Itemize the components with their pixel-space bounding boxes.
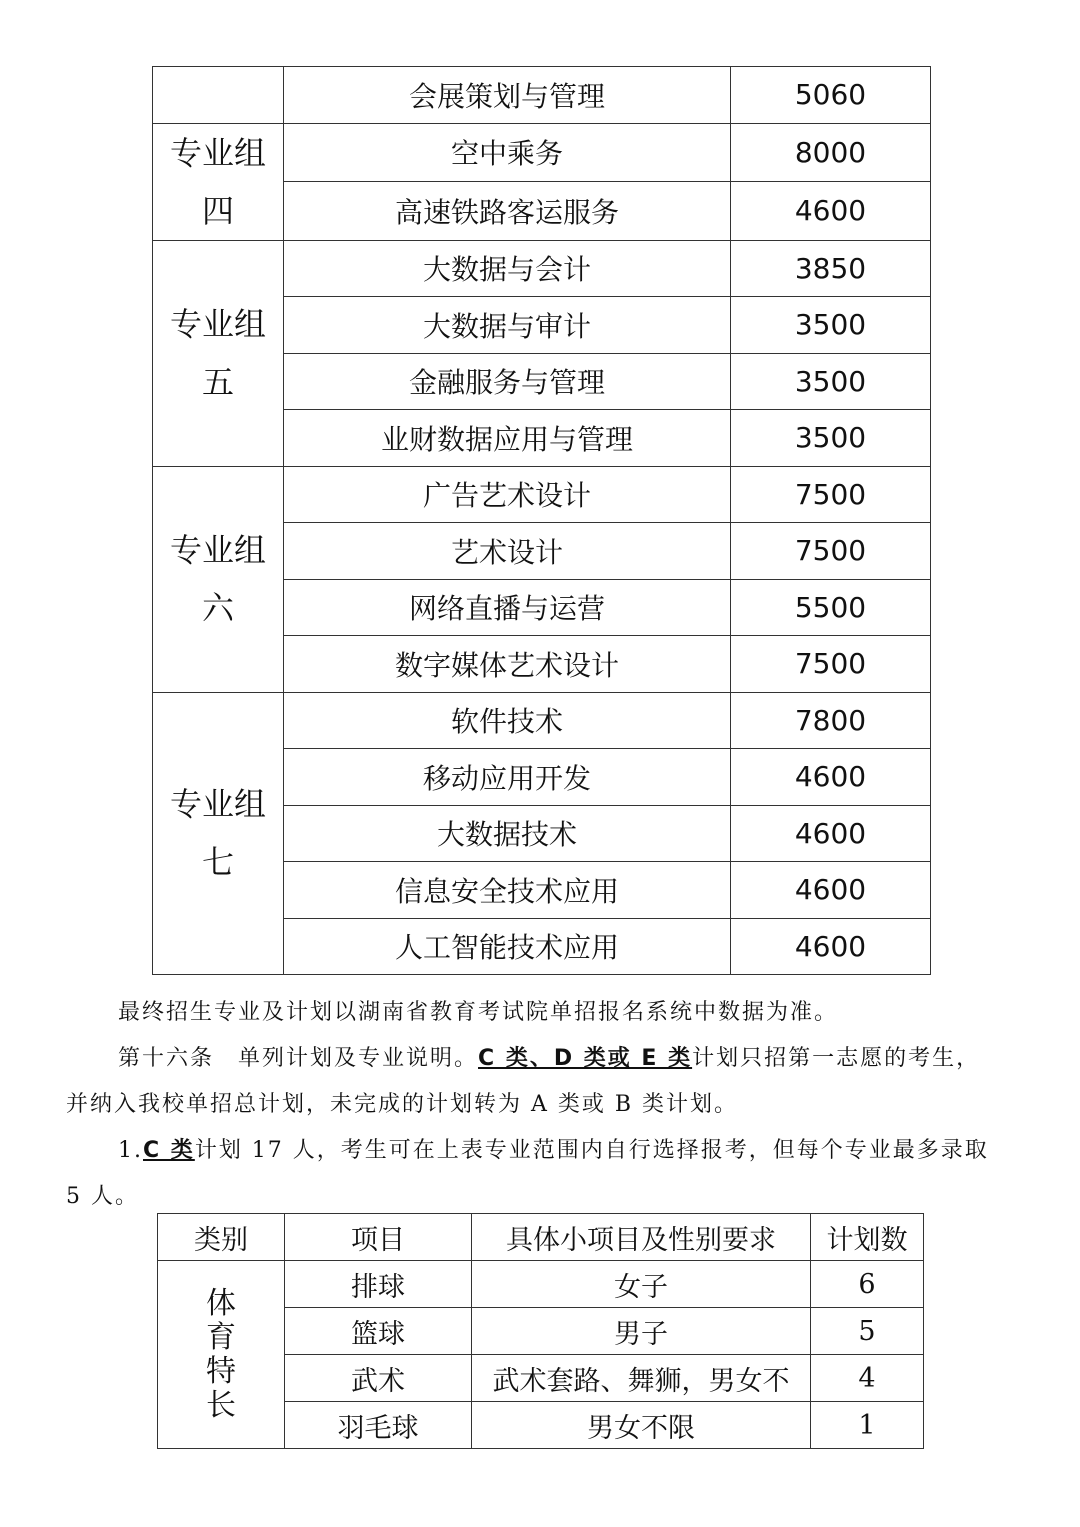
article-16-paragraph	[118, 1036, 1068, 1082]
tuition-fee: 4600	[731, 862, 931, 919]
group-number: 七	[201, 843, 234, 882]
sports-plan-table	[157, 1213, 924, 1449]
plan-type-c: C 类	[143, 1138, 195, 1163]
column-header: 计划数	[811, 1214, 924, 1261]
tuition-fee: 3500	[731, 410, 931, 467]
major-name: 大数据与审计	[284, 297, 731, 354]
major-name: 金融服务与管理	[284, 353, 731, 410]
list-number: 1.	[118, 1138, 143, 1163]
sport-item: 篮球	[285, 1308, 472, 1355]
major-name: 软件技术	[284, 692, 731, 749]
plan-count: 1	[811, 1402, 924, 1449]
c-plan-text: 计划 17 人，考生可在上表专业范围内自行选择报考，但每个专业最多录取	[194, 1138, 989, 1163]
major-name: 高速铁路客运服务	[284, 182, 731, 241]
tuition-fee: 7500	[731, 636, 931, 693]
category-char: 育	[206, 1319, 236, 1355]
plan-count: 6	[811, 1261, 924, 1308]
major-name: 数字媒体艺术设计	[284, 636, 731, 693]
group-number: 五	[201, 363, 234, 401]
plan-count: 5	[811, 1308, 924, 1355]
major-name: 空中乘务	[284, 123, 731, 182]
article-16-heading: 第十六条 单列计划及专业说明。	[118, 1046, 479, 1071]
group-cell	[153, 692, 284, 975]
category-char: 长	[206, 1387, 236, 1423]
tuition-fee: 7500	[731, 466, 931, 523]
tuition-fee: 4600	[731, 805, 931, 862]
table-row	[153, 466, 931, 523]
c-plan-paragraph	[118, 1128, 1068, 1174]
column-header: 具体小项目及性别要求	[472, 1214, 811, 1261]
major-name: 艺术设计	[284, 523, 731, 580]
note-paragraph: 最终招生专业及计划以湖南省教育考试院单招报名系统中数据为准。	[118, 1000, 839, 1025]
sport-item: 武术	[285, 1355, 472, 1402]
major-name: 业财数据应用与管理	[284, 410, 731, 467]
major-name: 网络直播与运营	[284, 579, 731, 636]
column-header: 类别	[158, 1214, 285, 1261]
major-name: 人工智能技术应用	[284, 918, 731, 975]
group-cell	[153, 466, 284, 692]
majors-table	[152, 66, 931, 975]
group-label: 专业组	[169, 133, 266, 172]
tuition-fee: 7500	[731, 523, 931, 580]
table-row	[153, 692, 931, 749]
category-char: 特	[206, 1353, 236, 1389]
sport-requirement: 女子	[472, 1261, 811, 1308]
tuition-fee: 4600	[731, 182, 931, 241]
tuition-fee: 7800	[731, 692, 931, 749]
tuition-fee: 4600	[731, 918, 931, 975]
table-header-row	[158, 1214, 924, 1261]
plan-types-cde: C 类、D 类或 E 类	[478, 1046, 693, 1071]
category-char: 体	[206, 1285, 236, 1321]
group-number: 四	[201, 191, 234, 230]
group-cell	[153, 123, 284, 240]
tuition-fee: 4600	[731, 749, 931, 806]
article-16-text: 计划只招第一志愿的考生，	[692, 1046, 981, 1071]
sport-requirement: 武术套路、舞狮，男女不	[472, 1355, 811, 1402]
category-cell	[158, 1261, 285, 1449]
tuition-fee: 8000	[731, 123, 931, 182]
group-label: 专业组	[169, 305, 266, 343]
sport-item: 排球	[285, 1261, 472, 1308]
table-row	[153, 123, 931, 182]
group-label: 专业组	[169, 531, 266, 569]
sport-requirement: 男女不限	[472, 1402, 811, 1449]
group-cell	[153, 240, 284, 466]
article-16-continuation: 并纳入我校单招总计划，未完成的计划转为 A 类或 B 类计划。	[66, 1092, 739, 1117]
group-label: 专业组	[169, 785, 266, 824]
sport-requirement: 男子	[472, 1308, 811, 1355]
major-name: 会展策划与管理	[284, 67, 731, 124]
group-number: 六	[201, 589, 234, 627]
major-name: 信息安全技术应用	[284, 862, 731, 919]
sport-item: 羽毛球	[285, 1402, 472, 1449]
major-name: 大数据技术	[284, 805, 731, 862]
c-plan-continuation: 5 人。	[66, 1184, 139, 1209]
tuition-fee: 3850	[731, 240, 931, 297]
tuition-fee: 5500	[731, 579, 931, 636]
tuition-fee: 3500	[731, 297, 931, 354]
table-row	[153, 240, 931, 297]
major-name: 移动应用开发	[284, 749, 731, 806]
table-row	[153, 67, 931, 124]
table-row	[158, 1261, 924, 1308]
plan-count: 4	[811, 1355, 924, 1402]
group-cell	[153, 67, 284, 124]
major-name: 广告艺术设计	[284, 466, 731, 523]
column-header: 项目	[285, 1214, 472, 1261]
tuition-fee: 3500	[731, 353, 931, 410]
major-name: 大数据与会计	[284, 240, 731, 297]
tuition-fee: 5060	[731, 67, 931, 124]
